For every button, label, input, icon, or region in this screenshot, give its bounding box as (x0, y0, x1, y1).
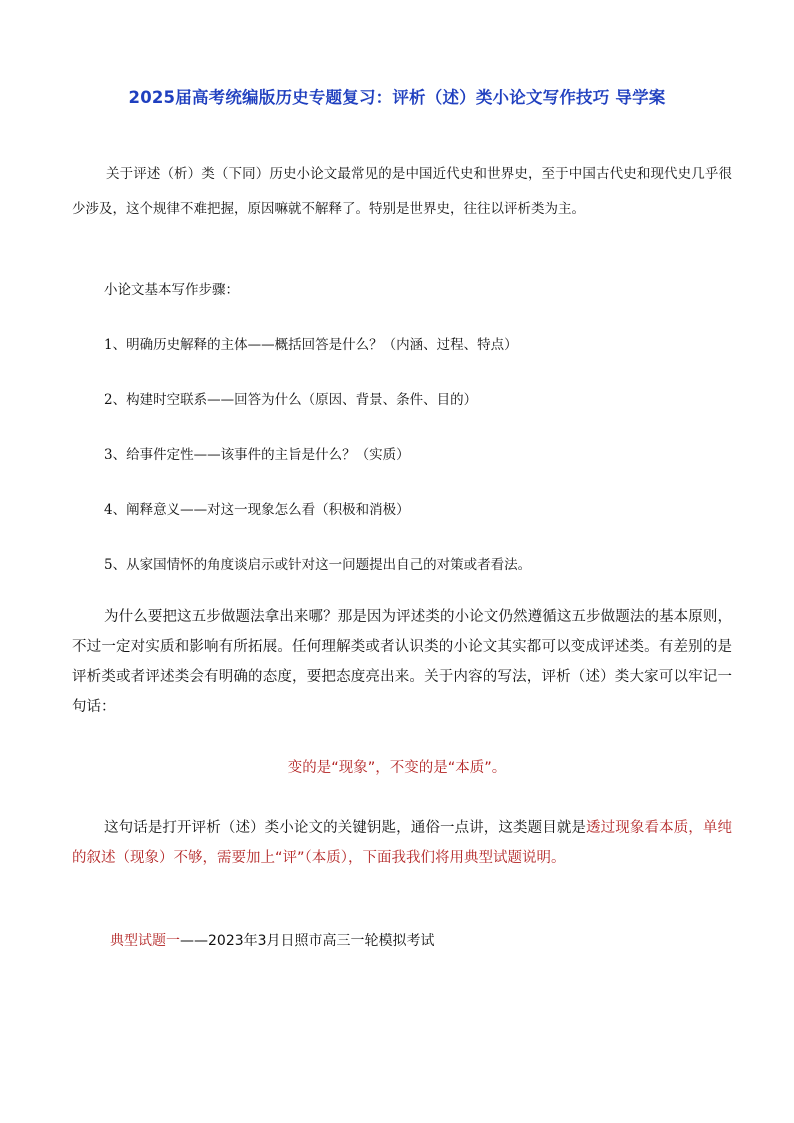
key-paragraph (72, 813, 732, 873)
step-item: 4、阐释意义——对这一现象怎么看（积极和消极） (104, 502, 410, 518)
key-paragraph-text: 这句话是打开评析（述）类小论文的关键钥匙，通俗一点讲，这类题目就是 (104, 820, 587, 836)
example-source: ——2023年3月日照市高三一轮模拟考试 (180, 933, 435, 949)
document-title: 2025届高考统编版历史专题复习：评析（述）类小论文写作技巧 导学案 (128, 88, 666, 107)
step-item: 5、从家国情怀的角度谈启示或针对这一问题提出自己的对策或者看法。 (104, 557, 532, 573)
explanation-paragraph: 为什么要把这五步做题法拿出来哪？那是因为评述类的小论文仍然遵循这五步做题法的基本原则，不过一定对实质和影响有所拓展。任何理解类或者认识类的小论文其实都可以变成评述类。有差别的是评析类或者评述类会有明确的态度，要把态度亮出来。关于内容的写法，评析（述）类大家可以牢记一句话： (72, 609, 732, 715)
step-item: 1、明确历史解释的主体——概括回答是什么？（内涵、过程、特点） (104, 337, 518, 353)
intro-paragraph: 关于评述（析）类（下同）历史小论文最常见的是中国近代史和世界史，至于中国古代史和现代史几乎很少涉及，这个规律不难把握，原因嘛就不解释了。特别是世界史，往往以评析类为主。 (72, 166, 732, 217)
step-item: 3、给事件定性——该事件的主旨是什么？（实质） (104, 447, 410, 463)
key-quote: 变的是“现象”，不变的是“本质”。 (287, 760, 507, 776)
example-heading (110, 930, 435, 950)
key-paragraph-highlight: 透过现象看本质，单纯的叙述（现象）不够，需要加上“评”（本质），下面我我们将用典型试题说明。 (72, 820, 733, 866)
step-item: 2、构建时空联系——回答为什么（原因、背景、条件、目的） (104, 392, 478, 408)
steps-heading: 小论文基本写作步骤： (104, 282, 239, 298)
example-label: 典型试题一 (110, 933, 180, 949)
